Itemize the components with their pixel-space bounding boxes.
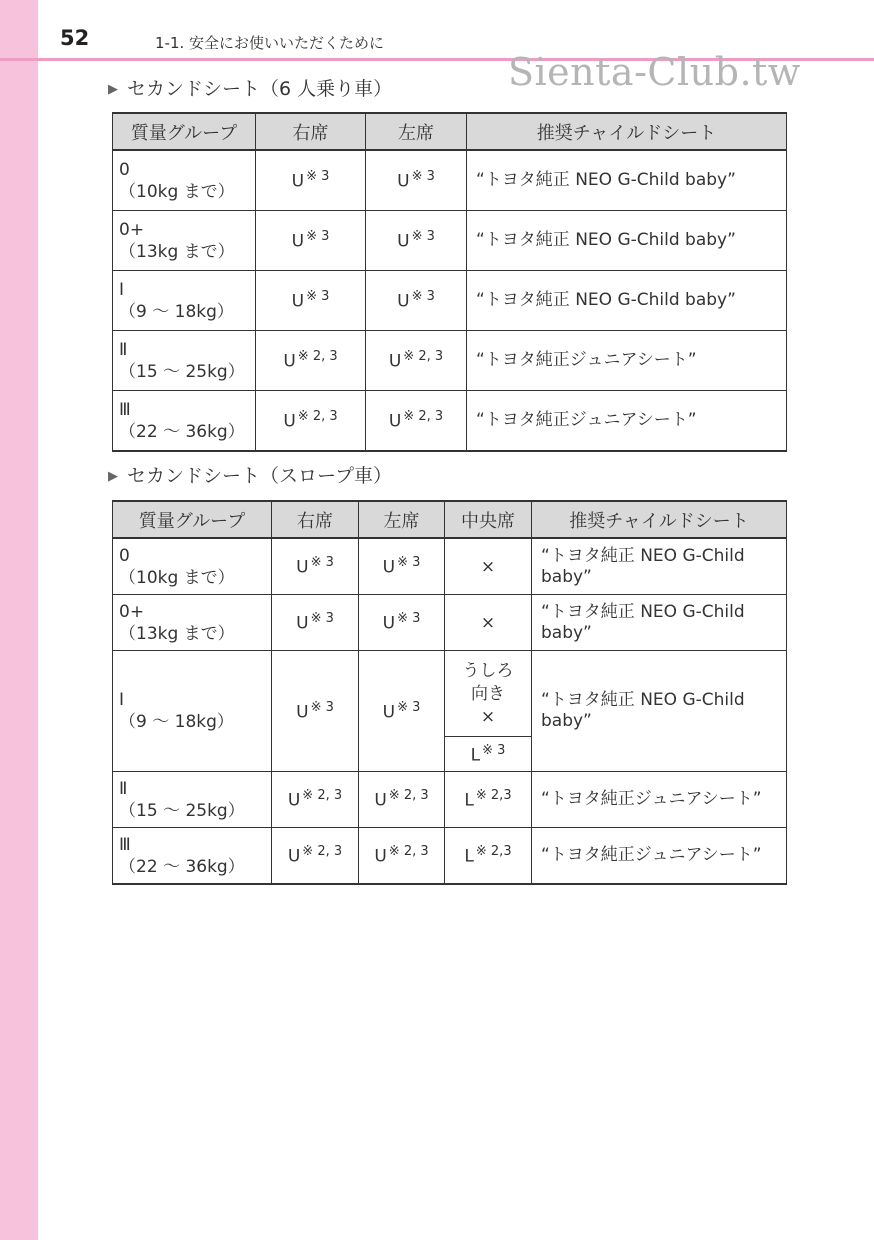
right-seat-cell: U $^{※ 2, 3}$ xyxy=(272,772,359,828)
weight-group-cell: Ⅱ （15 ～ 25kg） xyxy=(113,772,272,828)
right-seat-cell: U $^{※ 3}$ xyxy=(272,595,359,651)
header-recommended-seat: 推奨チャイルドシート xyxy=(467,113,787,150)
recommended-seat-cell: “トヨタ純正ジュニアシート” xyxy=(532,772,787,828)
recommended-seat-cell: “トヨタ純正 NEO G-Child baby” xyxy=(532,595,787,651)
left-seat-cell: U $^{※ 2, 3}$ xyxy=(366,331,467,391)
table-header-row xyxy=(113,113,787,150)
recommended-seat-cell: “トヨタ純正 NEO G-Child baby” xyxy=(467,150,787,211)
weight-group-cell: 0+ （13kg まで） xyxy=(113,595,272,651)
weight-group-cell: Ⅱ （15 ～ 25kg） xyxy=(113,331,256,391)
header-recommended-seat: 推奨チャイルドシート xyxy=(532,501,787,538)
table-row xyxy=(113,150,787,211)
section-title-text: セカンドシート（スロープ車） xyxy=(127,465,393,487)
recommended-seat-cell: “トヨタ純正ジュニアシート” xyxy=(467,331,787,391)
weight-group-cell: 0+ （13kg まで） xyxy=(113,211,256,271)
weight-group-cell: Ⅲ （22 ～ 36kg） xyxy=(113,828,272,885)
triangle-bullet-icon: ▶ xyxy=(108,82,118,97)
right-seat-cell: U $^{※ 3}$ xyxy=(272,538,359,595)
right-seat-cell: U $^{※ 3}$ xyxy=(256,150,366,211)
right-seat-cell: U $^{※ 2, 3}$ xyxy=(256,391,366,452)
left-seat-cell: U $^{※ 3}$ xyxy=(366,150,467,211)
section-title-text: セカンドシート（6 人乗り車） xyxy=(127,78,393,100)
table-row xyxy=(113,538,787,595)
section-title-slope-vehicle xyxy=(108,461,392,488)
table-row xyxy=(113,595,787,651)
page-number: 52 xyxy=(60,26,90,50)
center-seat-cell: L $^{※ 2,3}$ xyxy=(445,828,532,885)
header-right-seat: 右席 xyxy=(272,501,359,538)
right-seat-cell: U $^{※ 3}$ xyxy=(272,651,359,772)
right-seat-cell: U $^{※ 2, 3}$ xyxy=(272,828,359,885)
recommended-seat-cell: “トヨタ純正 NEO G-Child baby” xyxy=(532,651,787,772)
right-seat-cell: U $^{※ 3}$ xyxy=(256,211,366,271)
table-row xyxy=(113,651,787,737)
left-seat-cell: U $^{※ 3}$ xyxy=(366,211,467,271)
table-row xyxy=(113,211,787,271)
header-left-seat: 左席 xyxy=(359,501,445,538)
recommended-seat-cell: “トヨタ純正 NEO G-Child baby” xyxy=(467,211,787,271)
recommended-seat-cell: “トヨタ純正ジュニアシート” xyxy=(532,828,787,885)
right-seat-cell: U $^{※ 3}$ xyxy=(256,271,366,331)
section-title-6-seater xyxy=(108,74,392,101)
chapter-title: 1-1. 安全にお使いいただくために xyxy=(155,34,385,52)
child-seat-table-6-seater xyxy=(112,112,787,452)
left-seat-cell: U $^{※ 3}$ xyxy=(359,595,445,651)
left-seat-cell: U $^{※ 2, 3}$ xyxy=(359,828,445,885)
table-row xyxy=(113,772,787,828)
weight-group-cell: Ⅰ （9 ～ 18kg） xyxy=(113,271,256,331)
table-row xyxy=(113,828,787,885)
header-left-seat: 左席 xyxy=(366,113,467,150)
left-seat-cell: U $^{※ 3}$ xyxy=(366,271,467,331)
table-header-row xyxy=(113,501,787,538)
watermark: Sienta-Club.tw xyxy=(508,50,801,94)
center-seat-rear-facing-cell: うしろ 向き × xyxy=(445,651,532,737)
table-row xyxy=(113,271,787,331)
left-seat-cell: U $^{※ 2, 3}$ xyxy=(359,772,445,828)
center-seat-cell: × xyxy=(445,538,532,595)
left-seat-cell: U $^{※ 3}$ xyxy=(359,538,445,595)
weight-group-cell: 0 （10kg まで） xyxy=(113,150,256,211)
table-row xyxy=(113,391,787,452)
side-color-band xyxy=(0,0,38,1240)
center-seat-forward-cell: L $^{※ 3}$ xyxy=(445,737,532,772)
recommended-seat-cell: “トヨタ純正 NEO G-Child baby” xyxy=(532,538,787,595)
weight-group-cell: Ⅲ （22 ～ 36kg） xyxy=(113,391,256,452)
weight-group-cell: Ⅰ （9 ～ 18kg） xyxy=(113,651,272,772)
recommended-seat-cell: “トヨタ純正ジュニアシート” xyxy=(467,391,787,452)
weight-group-cell: 0 （10kg まで） xyxy=(113,538,272,595)
header-weight-group: 質量グループ xyxy=(113,501,272,538)
header-right-seat: 右席 xyxy=(256,113,366,150)
center-seat-cell: L $^{※ 2,3}$ xyxy=(445,772,532,828)
child-seat-table-slope-vehicle xyxy=(112,500,787,885)
recommended-seat-cell: “トヨタ純正 NEO G-Child baby” xyxy=(467,271,787,331)
left-seat-cell: U $^{※ 3}$ xyxy=(359,651,445,772)
table-row xyxy=(113,331,787,391)
center-seat-cell: × xyxy=(445,595,532,651)
left-seat-cell: U $^{※ 2, 3}$ xyxy=(366,391,467,452)
triangle-bullet-icon: ▶ xyxy=(108,469,118,484)
header-center-seat: 中央席 xyxy=(445,501,532,538)
header-weight-group: 質量グループ xyxy=(113,113,256,150)
right-seat-cell: U $^{※ 2, 3}$ xyxy=(256,331,366,391)
